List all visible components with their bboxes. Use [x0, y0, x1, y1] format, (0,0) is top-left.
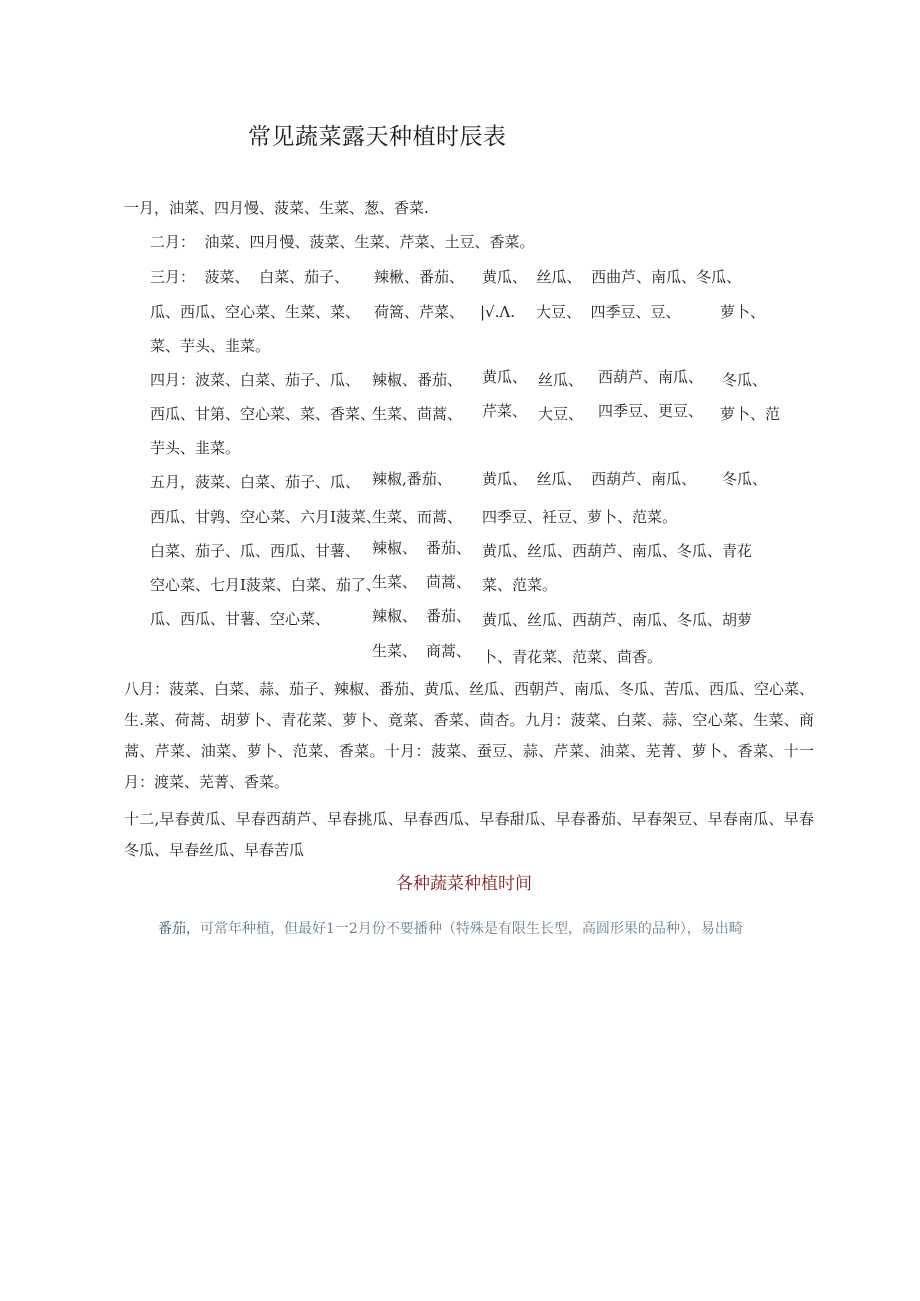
line-april2-col6: 萝卜、范 — [720, 405, 781, 423]
line-february: 二月： 油菜、四月慢、菠菜、生菜、芹菜、土豆、香菜。 — [150, 233, 535, 251]
line-july-col2: 生菜、 — [372, 573, 418, 591]
line-june-col2: 生菜、而蒿、 — [372, 508, 463, 526]
line-april-col4: 丝瓜、 — [538, 371, 584, 389]
tomato-note — [158, 918, 743, 938]
line-may-col4: 冬瓜、 — [722, 470, 768, 488]
tomato-note-text: 可常年种植，但最好1一2月份不要播种（特殊是有限生长型，高圆形果的品种），易出畸 — [200, 921, 743, 937]
line-july3-col3: 卜、青花菜、范菜、茴香。 — [482, 648, 663, 666]
line-july2-col2: 辣椒、 — [372, 607, 418, 625]
line-july2-col1: 瓜、西瓜、甘薯、空心菜、 — [150, 610, 331, 628]
line-july3-col2: 商蒿、 — [426, 642, 472, 660]
line-march-col3: 黄瓜、 丝瓜、 西曲芦、南瓜、冬瓜、 — [482, 268, 742, 286]
line-june2-col4: 黄瓜、丝瓜、西葫芦、南瓜、冬瓜、青花 — [482, 542, 753, 560]
line-march2-col1: 瓜、西瓜、空心菜、生菜、菜、 — [150, 303, 361, 321]
line-may-col3: 黄瓜、 丝瓜、 西葫芦、南瓜、 — [482, 470, 697, 488]
line-march-col2: 辣楸、番茄、 — [374, 268, 465, 286]
line-june-col3: 四季豆、衽豆、萝卜、范菜。 — [482, 508, 678, 526]
line-april-col1: 四月：波菜、白菜、茄子、瓜、 — [150, 371, 361, 389]
line-march2-col3: |√.Λ. — [480, 303, 515, 321]
line-july-col4: 菜、范菜。 — [482, 576, 558, 594]
line-january: 一月，油菜、四月慢、菠菜、生菜、葱、香菜. — [124, 199, 429, 217]
line-july3-col1: 生菜、 — [372, 642, 418, 660]
line-july2-col4: 黄瓜、丝瓜、西葫芦、南瓜、冬瓜、胡萝 — [482, 611, 753, 629]
line-june2-col2: 辣椒、 — [372, 539, 418, 557]
line-april-col5: 西葫芦、南瓜、 — [598, 368, 704, 386]
page-title: 常见蔬菜露天种植时辰表 — [248, 124, 507, 150]
line-april2-col1: 西瓜、甘第、空心菜、菜、香菜、 — [150, 405, 376, 423]
line-april2-col5: 四季豆、更豆、 — [598, 402, 704, 420]
line-june2-col1: 白菜、茄子、瓜、西瓜、甘薯、 — [150, 542, 361, 560]
line-april2-col4: 大豆、 — [538, 405, 584, 423]
line-june-col1: 西瓜、甘鹑、空心菜、六月I菠菜、 — [150, 508, 381, 526]
paragraph-december: 十二,早春黄瓜、早春西葫芦、早春挑瓜、早春西瓜、早春甜瓜、早春番茄、早春架豆、早春南瓜、早春冬瓜、早春丝瓜、早春苦瓜 — [124, 810, 814, 859]
line-july-col3: 茴蒿、 — [426, 573, 472, 591]
line-april2-col2: 生菜、茴蒿、 — [372, 405, 463, 423]
line-march2-col5: 萝卜、 — [720, 303, 766, 321]
section-subtitle: 各种蔬菜种植时间 — [396, 874, 532, 894]
line-march3: 菜、芋头、韭菜。 — [150, 337, 271, 355]
line-march-col1: 三月： 菠菜、 白菜、茄子、 — [150, 268, 350, 286]
line-march2-col2: 荷篙、芹菜、 — [374, 303, 465, 321]
line-april2-col3: 芹菜、 — [482, 402, 528, 420]
line-march2-col4: 大豆、 四季豆、豆、 — [536, 303, 681, 321]
line-may-col2: 辣椒,番茄、 — [372, 470, 452, 488]
line-april3: 芋头、韭菜。 — [150, 439, 241, 457]
line-june2-col3: 番茄、 — [426, 539, 472, 557]
line-april-col6: 冬瓜、 — [722, 371, 768, 389]
tomato-note-lead: 番茄， — [158, 921, 200, 937]
line-july2-col3: 番茄、 — [426, 607, 472, 625]
line-april-col3: 黄瓜、 — [482, 368, 528, 386]
line-may-col1: 五月，菠菜、白菜、茄子、瓜、 — [150, 473, 361, 491]
paragraph-aug-nov: 八月：菠菜、白菜、蒜、茄子、辣椒、番茄、黄瓜、丝瓜、西朝芦、南瓜、冬瓜、苦瓜、西瓜、空心菜、生.菜、荷蒿、胡萝卜、青花菜、萝卜、竟菜、香菜、茴杏。九月：菠菜、白菜、蒜、空心菜、生菜、商蒿、芹菜、油菜、萝卜、范菜、香菜。十月：菠菜、蚕豆、蒜、芹菜、油菜、芜菁、萝卜、香菜、十一月：渡菜、芜菁、香菜。 — [124, 680, 815, 791]
line-april-col2: 辣椒、番茄、 — [372, 371, 463, 389]
line-july-col1: 空心菜、七月I菠菜、白菜、茄了、 — [150, 576, 381, 594]
